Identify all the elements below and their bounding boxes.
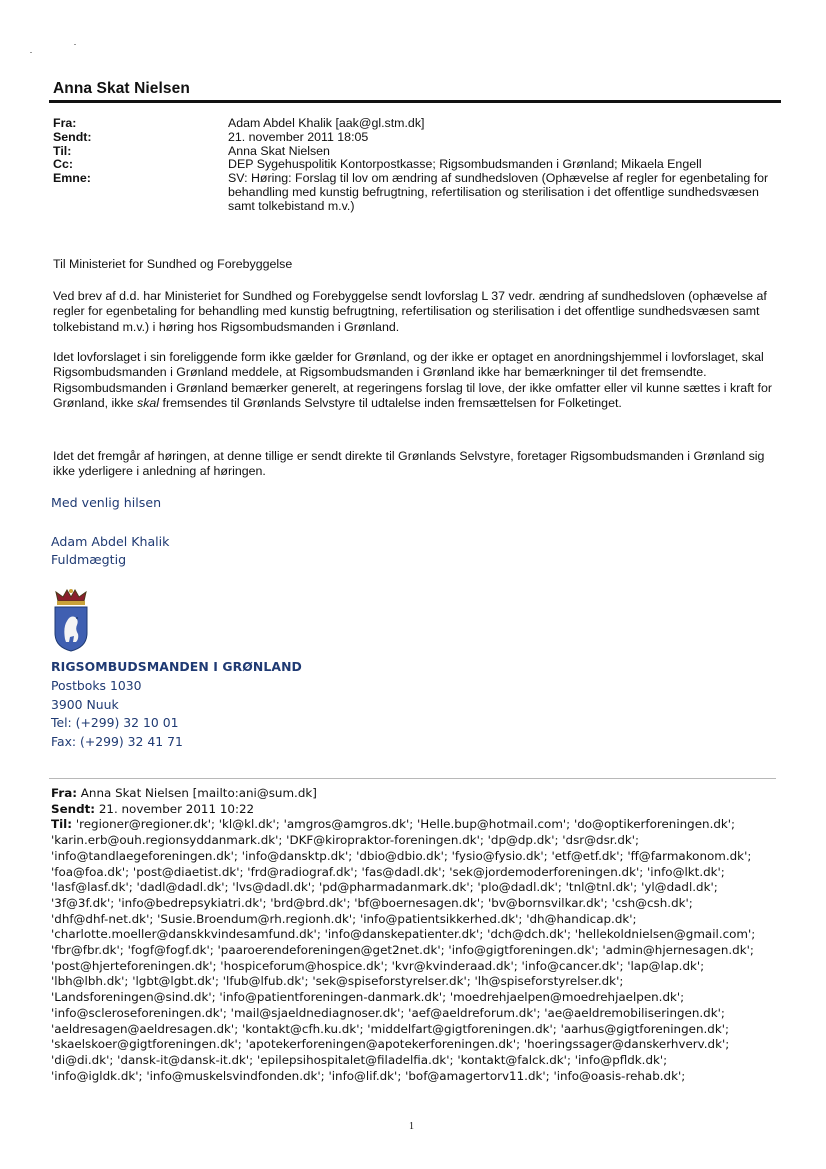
recipient-line: 'karin.erb@ouh.regionsyddanmark.dk'; 'DKF@kiropraktor-foreningen.dk'; 'dp@dp.dk'; 'dsr@dsr.dk'; bbox=[51, 833, 640, 848]
recipient-line: 'aeldresagen@aeldresagen.dk'; 'kontakt@cfh.ku.dk'; 'middelfart@gigtforeningen.dk'; 'aarhus@gigtforeningen.dk'; bbox=[51, 1021, 729, 1036]
body-paragraph-1: Ved brev af d.d. har Ministeriet for Sundhed og Forebyggelse sendt lovforslag L 37 vedr. ændring af sundhedsloven (ophævelse af regler for egenbetaling for behandling med kunstig befrugtning, refertilisation og sterilisation i det offentlige sundhedsvæsen samt tolkebistand m.v.) i høring hos Rigsombudsmanden i Grønland. bbox=[53, 289, 767, 334]
forward-divider bbox=[49, 778, 776, 779]
header-sent bbox=[53, 131, 781, 145]
scan-speck bbox=[30, 52, 32, 53]
header-value: SV: Høring: Forslag til lov om ændring af sundhedsloven (Ophævelse af regler for egenbetaling for behandling med kunstig befrugtning, refertilisation og sterilisation i det offentlige sundhedsvæsen samt tolkebistand m.v.) bbox=[228, 171, 769, 213]
coat-of-arms-crest-icon bbox=[50, 587, 92, 653]
body-paragraph-3: Idet det fremgår af høringen, at denne tillige er sendt direkte til Grønlands Selvstyre, foretager Rigsombudsmanden i Grønland sig ikke yderligere i anledning af høringen. bbox=[53, 449, 765, 479]
signer-name: Adam Abdel Khalik bbox=[51, 534, 170, 549]
recipient-line: 'skaelskoer@gigtforeningen.dk'; 'apotekerforeningen@apotekerforeningen.dk'; 'hoeringssager@danskerhverv.dk'; bbox=[51, 1037, 730, 1052]
forwarded-from bbox=[51, 786, 791, 802]
recipient-line: 'Landsforeningen@sind.dk'; 'info@patientforeningen-danmark.dk'; 'moedrehjaelpen@moedrehjaelpen.dk'; bbox=[51, 990, 685, 1005]
header-value: 21. november 2011 18:05 bbox=[228, 129, 369, 144]
recipient-line: 'regioner@regioner.dk'; 'kl@kl.dk'; 'amgros@amgros.dk'; 'Helle.bup@hotmail.com'; 'do@optikerforeningen.dk'; bbox=[75, 817, 736, 832]
recipient-line: 'charlotte.moeller@danskkvindesamfund.dk'; 'info@danskepatienter.dk'; 'dch@dch.dk'; 'hellekoldnielsen@gmail.com'; bbox=[51, 927, 756, 942]
recipient-line: 'info@igldk.dk'; 'info@muskelsvindfonden.dk'; 'info@lif.dk'; 'bof@amagertorv11.dk'; 'info@oasis-rehab.dk'; bbox=[51, 1068, 686, 1083]
postal-address bbox=[51, 677, 183, 751]
header-label: Fra: bbox=[53, 116, 77, 130]
header-label: Emne: bbox=[53, 171, 91, 186]
header-subject bbox=[53, 172, 781, 213]
header-value: Adam Abdel Khalik [aak@gl.stm.dk] bbox=[228, 116, 425, 130]
forwarded-message-header bbox=[51, 786, 791, 1084]
header-label: Sendt: bbox=[53, 129, 92, 144]
recipient-line: 'info@scleroseforeningen.dk'; 'mail@sjaeldnediagnoser.dk'; 'aef@aeldreforum.dk'; 'ae@aeldremobiliseringen.dk'; bbox=[51, 1005, 725, 1020]
email-header bbox=[53, 117, 781, 214]
address-line: 3900 Nuuk bbox=[51, 696, 119, 712]
recipient-line: 'fbr@fbr.dk'; 'fogf@fogf.dk'; 'paaroerendeforeningen@get2net.dk'; 'info@gigtforeningen.dk'; 'admin@hjernesagen.dk'; bbox=[51, 943, 754, 958]
recipient-line: 'foa@foa.dk'; 'post@diaetist.dk'; 'frd@radiograf.dk'; 'fas@dadl.dk'; 'sek@jordemoderforeningen.dk'; 'info@lkt.dk'; bbox=[51, 864, 725, 879]
recipient-line: '3f@3f.dk'; 'info@bedrepsykiatri.dk'; 'brd@brd.dk'; 'bf@boernesagen.dk'; 'bv@bornsvilkar.dk'; 'csh@csh.dk'; bbox=[51, 895, 693, 910]
field-label: Til: bbox=[51, 817, 73, 832]
header-label: Til: bbox=[53, 143, 72, 158]
paragraph-text: Idet lovforslaget i sin foreliggende form ikke gælder for Grønland, og der ikke er optaget en anordningshjemmel i lovforslaget, skal Rigsombudsmanden i Grønland meddele, at Rigsombudsmanden i Grønland ikke har bemærkninger til det fremsendte. Rigsombudsmanden i Grønland bemærker generelt, at regeringens forslag til love, der ikke omfatter eller vil kunne sættes i kraft for Grønland, ikke bbox=[53, 350, 772, 410]
signature-greeting: Med venlig hilsen bbox=[51, 495, 162, 510]
paragraph-text: fremsendes til Grønlands Selvstyre til udtalelse inden fremsættelsen for Folketinget. bbox=[159, 395, 622, 410]
recipient-line: 'post@hjerteforeningen.dk'; 'hospiceforum@hospice.dk'; 'kvr@kvinderaad.dk'; 'info@cancer.dk'; 'lap@lap.dk'; bbox=[51, 958, 705, 973]
address-line: Postboks 1030 bbox=[51, 678, 142, 693]
header-cc bbox=[53, 158, 781, 172]
signer-title: Fuldmægtig bbox=[51, 552, 127, 567]
recipient-line: 'dhf@dhf-net.dk'; 'Susie.Broendum@rh.regionh.dk'; 'info@patientsikkerhed.dk'; 'dh@handicap.dk'; bbox=[51, 911, 637, 926]
field-label: Fra: bbox=[51, 786, 78, 800]
header-label: Cc: bbox=[53, 157, 73, 172]
recipient-line: 'lbh@lbh.dk'; 'lgbt@lgbt.dk'; 'lfub@lfub.dk'; 'sek@spiseforstyrelser.dk'; 'lh@spiseforstyrelser.dk'; bbox=[51, 974, 624, 989]
field-label: Sendt: bbox=[51, 801, 96, 816]
body-paragraph-2 bbox=[53, 350, 781, 411]
recipient-line: 'lasf@lasf.dk'; 'dadl@dadl.dk'; 'lvs@dadl.dk'; 'pd@pharmadanmark.dk'; 'plo@dadl.dk'; 'tnl@tnl.dk'; 'yl@dadl.dk'; bbox=[51, 880, 718, 895]
field-value: Anna Skat Nielsen [mailto:ani@sum.dk] bbox=[80, 786, 317, 800]
forwarded-sent bbox=[51, 802, 791, 818]
page-number: 1 bbox=[409, 1121, 414, 1132]
header-from bbox=[53, 117, 781, 131]
forwarded-to bbox=[51, 817, 791, 833]
header-rule bbox=[49, 100, 781, 103]
recipient-line: 'di@di.dk'; 'dansk-it@dansk-it.dk'; 'epilepsihospitalet@filadelfia.dk'; 'kontakt@falck.dk'; 'info@pfldk.dk'; bbox=[51, 1052, 668, 1067]
emphasis-text: skal bbox=[137, 395, 160, 410]
header-to bbox=[53, 145, 781, 159]
fax-number: Fax: (+299) 32 41 71 bbox=[51, 733, 183, 749]
signature-block bbox=[51, 533, 169, 569]
salutation: Til Ministeriet for Sundhed og Forebyggelse bbox=[53, 257, 293, 271]
recipient-line: 'info@tandlaegeforeningen.dk'; 'info@dansktp.dk'; 'dbio@dbio.dk'; 'fysio@fysio.dk'; 'etf@etf.dk'; 'ff@farmakonom.dk'; bbox=[51, 848, 752, 863]
field-value: 21. november 2011 10:22 bbox=[98, 801, 255, 816]
phone-number: Tel: (+299) 32 10 01 bbox=[51, 715, 179, 730]
header-value: DEP Sygehuspolitik Kontorpostkasse; Rigsombudsmanden i Grønland; Mikaela Engell bbox=[228, 157, 702, 172]
header-value: Anna Skat Nielsen bbox=[228, 143, 330, 158]
organization-name: RIGSOMBUDSMANDEN I GRØNLAND bbox=[51, 659, 302, 674]
scan-speck bbox=[74, 44, 76, 45]
mailbox-owner: Anna Skat Nielsen bbox=[53, 80, 190, 97]
